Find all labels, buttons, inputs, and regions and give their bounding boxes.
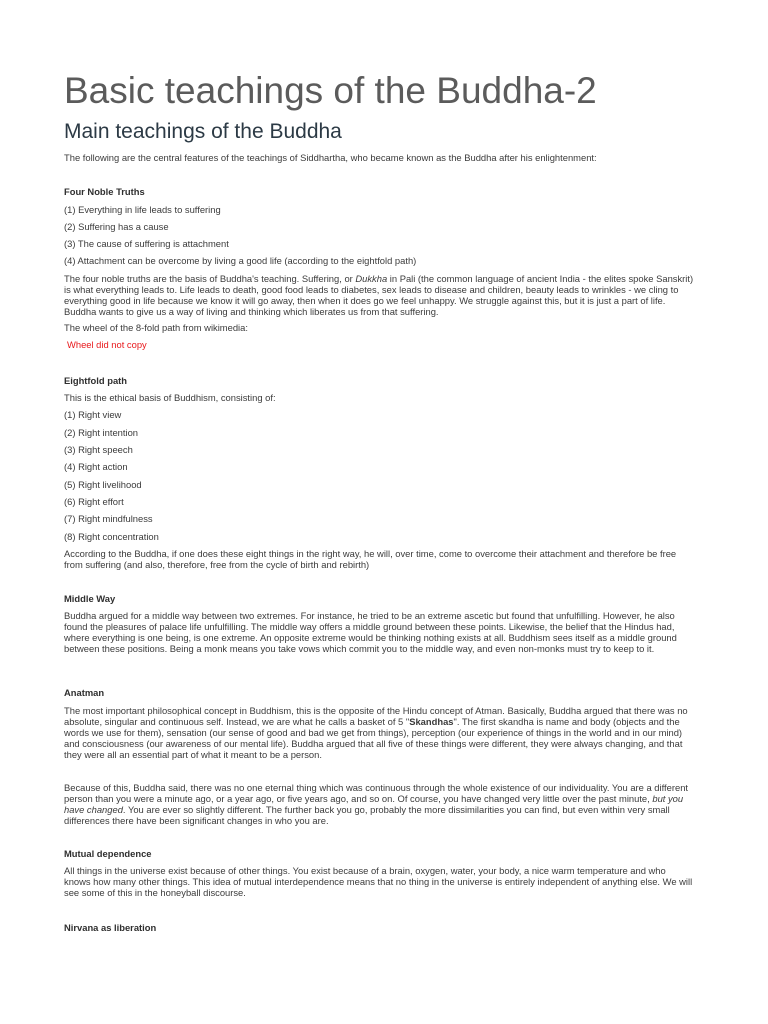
eightfold-item: (3) Right speech — [64, 444, 133, 455]
eightfold-item: (8) Right concentration — [64, 531, 159, 542]
wheel-error-message: Wheel did not copy — [67, 339, 147, 350]
eightfold-item: (2) Right intention — [64, 427, 138, 438]
anatman-paragraph-2 — [64, 782, 694, 826]
eightfold-heading: Eightfold path — [64, 375, 128, 386]
noble-truth-item: (3) The cause of suffering is attachment — [64, 238, 229, 249]
noble-truths-paragraph — [64, 273, 694, 317]
middle-way-heading: Middle Way — [64, 593, 116, 604]
eightfold-item: (4) Right action — [64, 461, 128, 472]
noble-truth-item: (4) Attachment can be overcome by living a good life (according to the eightfold path) — [64, 255, 417, 266]
text-run: in Pali (the common language of ancient India - the elites spoke Sanskrit) is what everything leads to. Life leads to death, good food leads to diabetes, sex leads to disease and children, beauty leads to wrinkles - we cling to everything good in life because we know it will go away, then when it does go we feel unhappy. We struggle against this, but it is just a part of life. Buddha wants to give us a way of living and thinking which liberates us from that suffering. — [64, 273, 694, 317]
anatman-heading: Anatman — [64, 687, 105, 698]
text-run: Because of this, Buddha said, there was no one eternal thing which was continuous through the whole existence of our individuality. You are a different person than you were a minute ago, or a year ago, or five years ago, and so on. Of course, you have changed very little over the past minute, — [64, 782, 689, 804]
eightfold-item: (1) Right view — [64, 409, 122, 420]
noble-truths-heading: Four Noble Truths — [64, 186, 145, 197]
eightfold-item: (5) Right livelihood — [64, 479, 142, 490]
emphasis-text: but you have changed — [64, 793, 684, 815]
wheel-caption: The wheel of the 8-fold path from wikimedia: — [64, 322, 248, 333]
intro-paragraph: The following are the central features of the teachings of Siddhartha, who became known as the Buddha after his enlightenment: — [64, 152, 597, 163]
eightfold-item: (6) Right effort — [64, 496, 124, 507]
text-run: ". The first skandha is name and body (objects and the words we use for them), sensation (our sense of good and bad we get from things), perception (our experience of things in the world and in our mind) and consciousness (our awareness of our mental life). Buddha argued that all five of these things were different, they were always changing, and that they were all an essential part of what it meant to be a person. — [64, 716, 683, 760]
anatman-paragraph-1 — [64, 705, 694, 760]
nirvana-heading: Nirvana as liberation — [64, 922, 157, 933]
dukkha-term: Dukkha — [355, 273, 388, 284]
noble-truth-item: (1) Everything in life leads to suffering — [64, 204, 221, 215]
mutual-dependence-heading: Mutual dependence — [64, 848, 152, 859]
mutual-dependence-paragraph: All things in the universe exist because of other things. You exist because of a brain, oxygen, water, your body, a nice warm temperature and who knows how many other things. This idea of mutual interdependence means that no thing in the universe is entirely independent of anything else. We will see some of this in the honeyball discourse. — [64, 865, 693, 898]
eightfold-paragraph: According to the Buddha, if one does these eight things in the right way, he will, over time, come to overcome their attachment and therefore be free from suffering (and also, therefore, free from the cycle of birth and rebirth) — [64, 548, 677, 570]
text-run: The most important philosophical concept in Buddhism, this is the opposite of the Hindu concept of Atman. Basically, Buddha argued that there was no absolute, singular and continuous self. Instead, we are what he calls a basket of 5 " — [64, 705, 688, 727]
text-run: The four noble truths are the basis of Buddha's teaching. Suffering, or — [64, 273, 356, 284]
eightfold-item: (7) Right mindfulness — [64, 513, 153, 524]
eightfold-intro: This is the ethical basis of Buddhism, consisting of: — [64, 392, 276, 403]
middle-way-paragraph: Buddha argued for a middle way between two extremes. For instance, he tried to be an extreme ascetic but found that unfulfilling. However, he also found the pleasures of palace life unfulfilling. The middle way offers a middle ground between these points. Likewise, the belief that the Hindus had, where everything is one being, is one extreme. An opposite extreme would be thinking nothing exists at all. Buddhism sees itself as a middle ground between these positions. Being a monk means you take vows which commit you to the middle way, and even non-monks must try to keep to it. — [64, 610, 677, 654]
noble-truth-item: (2) Suffering has a cause — [64, 221, 169, 232]
text-run: . You are ever so slightly different. The further back you go, probably the more dissimilarities you can find, but even within very small differences there have been significant changes in who you are. — [64, 804, 670, 826]
page-title: Basic teachings of the Buddha-2 — [64, 70, 597, 111]
page-subtitle: Main teachings of the Buddha — [64, 120, 342, 143]
skandhas-term: Skandhas — [409, 716, 454, 727]
